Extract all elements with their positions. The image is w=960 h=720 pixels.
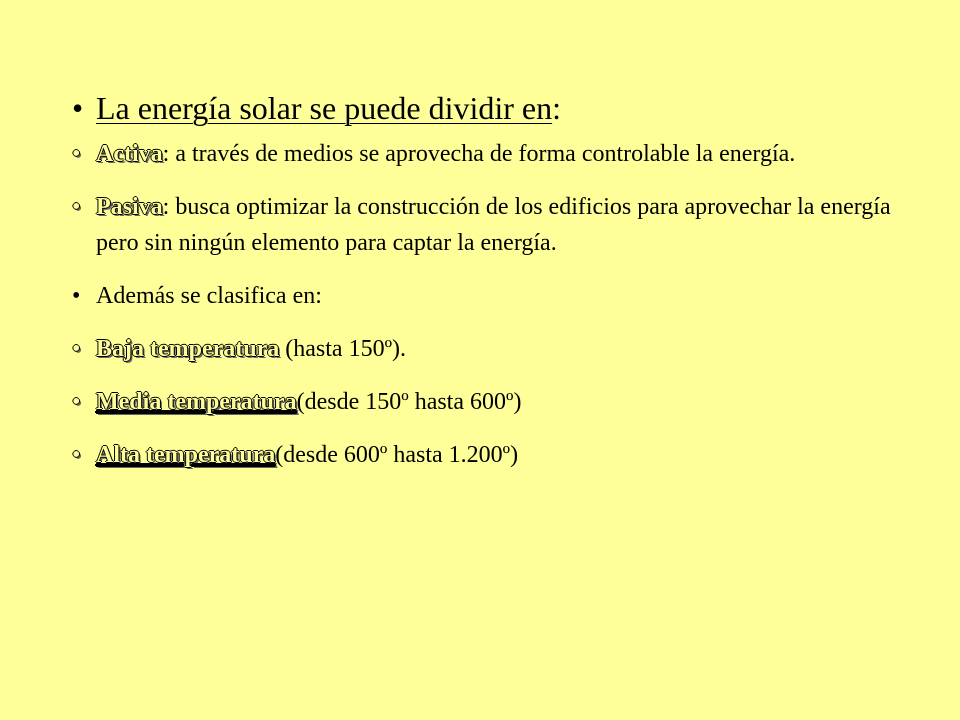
item-text-clasificacion: Además se clasifica en: <box>96 283 322 309</box>
item-text-alta: (desde 600º hasta 1.200º) <box>275 442 519 468</box>
item-text-activa: : a través de medios se aprovecha de forma controlable la energía. <box>162 141 796 167</box>
list-item-baja <box>72 331 892 367</box>
heading-item <box>72 86 892 130</box>
list-item-media <box>72 384 892 420</box>
bullet-dot-icon: • <box>72 141 81 167</box>
list-item-alta <box>72 437 892 473</box>
bullet-dot-icon: • <box>72 389 81 415</box>
heading-text: La energía solar se puede dividir en <box>96 90 553 126</box>
bullet-dot-icon: • <box>72 283 81 309</box>
list-item-pasiva <box>72 189 892 261</box>
item-text-baja: (hasta 150º). <box>279 336 407 362</box>
term-pasiva: Pasiva <box>96 194 163 220</box>
bullet-dot-icon: • <box>72 336 81 362</box>
item-text-media: (desde 150º hasta 600º) <box>296 389 522 415</box>
term-media-temperatura: Media temperatura <box>96 389 297 415</box>
bullet-dot-icon: • <box>72 442 81 468</box>
term-baja-temperatura: Baja temperatura <box>96 336 280 362</box>
term-alta-temperatura: Alta temperatura <box>96 442 276 468</box>
bullet-dot-icon: • <box>72 194 81 220</box>
item-text-pasiva: : busca optimizar la construcción de los edificios para aprovechar la energía pero sin ningún elemento para captar la energía. <box>96 194 891 256</box>
list-item-clasificacion <box>72 278 892 314</box>
heading-suffix: : <box>552 90 562 126</box>
term-activa: Activa <box>96 141 163 167</box>
bullet-list <box>72 86 892 490</box>
list-item-activa <box>72 136 892 172</box>
bullet-dot-icon: • <box>72 90 84 126</box>
